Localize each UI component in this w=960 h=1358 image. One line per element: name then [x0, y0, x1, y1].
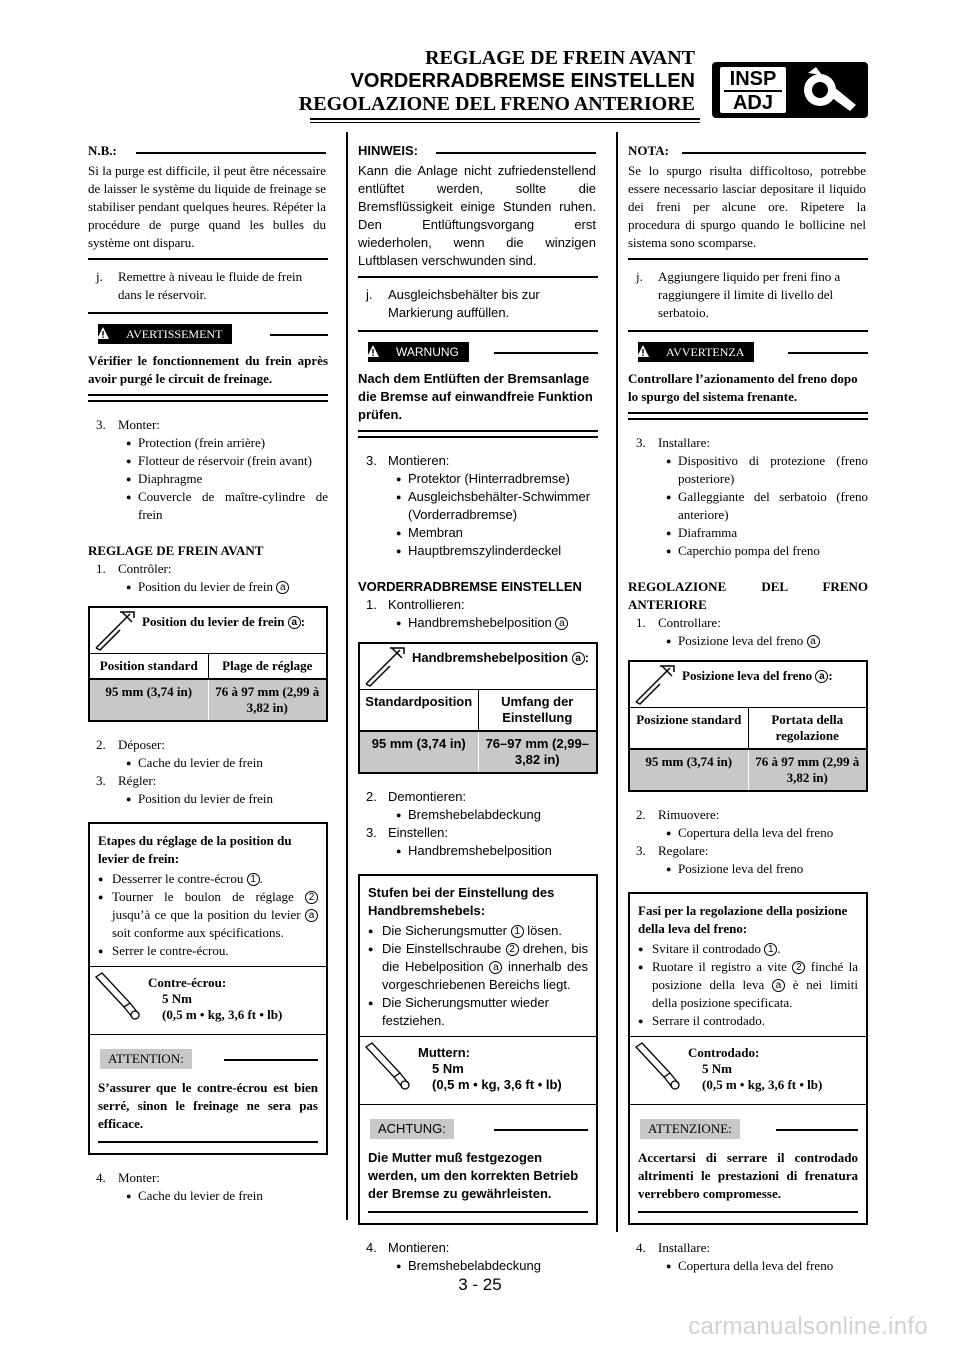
header-rule-thin [310, 122, 700, 123]
insp-adj-tag [720, 67, 786, 113]
warning-header [628, 342, 868, 364]
list-item: ● Flotteur de réservoir (frein avant) [96, 452, 328, 470]
torque-spec: Contre-écrou: 5 Nm (0,5 m • kg, 3,6 ft • lb) [90, 966, 326, 1035]
note-label: NOTA: [628, 143, 669, 158]
note-box [88, 132, 328, 260]
list-item: ● Protection (frein arrière) [96, 434, 328, 452]
step3: 3. Installare: ● Dispositivo di protezione (freno posteriore) ● Galleggiante del serbatoio (freno anteriore) ● Diaframma ● Caperchio pompa del freno [628, 434, 868, 560]
warning-label: WARNUNG [368, 342, 469, 362]
column-it [628, 132, 868, 1275]
list-item: ● Caperchio pompa del freno [636, 542, 868, 560]
section-title: REGLAGE DE FREIN AVANT [88, 543, 264, 558]
attention-label: ACHTUNG: [370, 1119, 454, 1139]
step1: 1. Controllare: ● Posizione leva del freno a [628, 614, 868, 650]
step2: 2. Déposer: ● Cache du levier de frein 3. Régler: ● Position du levier de frein [88, 736, 328, 808]
torque-wrench-icon [630, 1037, 684, 1099]
attention-label: ATTENZIONE: [640, 1119, 740, 1139]
column-divider-1 [346, 132, 348, 1220]
step1: 1. Kontrollieren: ● Handbremshebelposition a [358, 596, 598, 632]
inspect-icon [90, 608, 138, 652]
note-text: Kann die Anlage nicht zufriedenstellend entlüftet werden, sollte die Bremsflüssigkeit einige Stunden ruhen. Den Entlüftungsvorgang erst wiederholen, wenn die winzigen Luftblasen verschwunden sind. [358, 163, 596, 268]
badge-bottom-label: ADJ [732, 92, 773, 114]
step4: 4. Installare: ● Copertura della leva del freno [628, 1239, 868, 1275]
step-j: j. Ausgleichsbehälter bis zur Markierung auffüllen. [358, 278, 598, 332]
warning-header [358, 342, 598, 364]
warning-icon [366, 344, 380, 358]
spec-table: Handbremshebelposition a : Standardposition Umfang der Einstellung 95 mm (3,74 in) 76–97 mm (2,99–3,82 in) [358, 642, 598, 774]
section-badge [712, 62, 868, 118]
step1: 1. Contrôler: ● Position du levier de frein a [88, 560, 328, 596]
note-label: HINWEIS: [358, 143, 418, 158]
spec-table: Position du levier de frein a : Position standard Plage de réglage 95 mm (3,74 in) 76 à 97 mm (2,99 à 3,82 in) [88, 606, 328, 722]
step-j: j. Remettre à niveau le fluide de frein dans le réservoir. [88, 260, 328, 314]
warning-header [88, 324, 328, 346]
procedure-box: Etapes du réglage de la position du levier de frein: ● Desserrer le contre-écrou 1 . ● Tourner le boulon de réglage 2 jusqu’à ce que la position du levier a soit conforme aux spécifications. ● Serrer le contre-écrou. Contre-écrou: 5 Nm (0,5 m • kg, 3,6 ft • lb) ATTENTION: S’assurer que le contre-écrou est bien serré, sinon le freinage ne sera pas efficace. [88, 822, 328, 1155]
torque-wrench-icon [360, 1037, 414, 1099]
note-box [628, 132, 868, 260]
section-title: VORDERRADBREMSE EINSTELLEN [358, 579, 582, 594]
note-box [358, 132, 598, 278]
list-item: ● Membran [366, 524, 598, 542]
step4: 4. Monter: ● Cache du levier de frein [88, 1169, 328, 1205]
inspect-icon [360, 644, 408, 688]
torque-spec: Controdado: 5 Nm (0,5 m • kg, 3,6 ft • lb) [630, 1036, 866, 1105]
attention-box: ATTENZIONE: Accertarsi di serrare il controdado altrimenti le prestazioni di frenatura verrebbero compromesse. [630, 1105, 866, 1223]
badge-top-label: INSP [729, 68, 777, 90]
note-text: Si la purge est difficile, il peut être nécessaire de laisser le système du liquide de freinage se stabiliser pendant quelques heures. Répéter la procédure de purge quand les bulles du système ont disparu. [88, 163, 326, 250]
column-divider-2 [616, 132, 618, 1232]
warning-label: AVERTISSEMENT [98, 324, 232, 344]
list-item: ● Hauptbremszylinderdeckel [366, 542, 598, 560]
column-de [358, 132, 598, 1275]
spec-table: Posizione leva del freno a : Posizione standard Portata della regolazione 95 mm (3,74 in) 76 à 97 mm (2,99 à 3,82 in) [628, 660, 868, 792]
header-titles [299, 46, 695, 116]
header-title-fr: REGLAGE DE FREIN AVANT [425, 47, 695, 69]
step-j-text: Ausgleichsbehälter bis zur Markierung auffüllen. [388, 287, 540, 320]
attention-box: ACHTUNG: Die Mutter muß festgezogen werden, um den korrekten Betrieb der Bremse zu gewährleisten. [360, 1105, 596, 1223]
warning-text: Controllare l’azionamento del freno dopo lo spurgo del sistema frenante. [628, 364, 868, 414]
step-j-text: Remettre à niveau le fluide de frein dans le réservoir. [118, 269, 303, 302]
warning-icon [636, 344, 650, 358]
torque-spec: Muttern: 5 Nm (0,5 m • kg, 3,6 ft • lb) [360, 1036, 596, 1105]
header-rule [310, 118, 700, 120]
marker-a: a [276, 581, 289, 594]
list-item: ● Galleggiante del serbatoio (freno anteriore) [636, 488, 868, 524]
step-j-text: Aggiungere liquido per freni fino a raggiungere il limite di livello del serbatoio. [658, 269, 841, 320]
list-item: ● Couvercle de maître-cylindre de frein [96, 488, 328, 524]
warning-text: Nach dem Entlüften der Bremsanlage die Bremse auf einwandfreie Funktion prüfen. [358, 364, 598, 432]
list-item: ● Diaphragme [96, 470, 328, 488]
warning-label: AVVERTENZA [638, 342, 754, 362]
column-fr [88, 132, 328, 1205]
attention-box: ATTENTION: S’assurer que le contre-écrou est bien serré, sinon le freinage ne sera pas efficace. [90, 1035, 326, 1153]
watermark: carmanualsonline.info [688, 1313, 928, 1340]
note-label: N.B.: [88, 143, 117, 158]
section-title: REGOLAZIONE DEL FRENO ANTERIORE [628, 579, 868, 612]
inspect-icon [630, 662, 678, 706]
step2: 2. Demontieren: ● Bremshebelabdeckung 3. Einstellen: ● Handbremshebelposition [358, 788, 598, 860]
step3: 3. Monter: ● Protection (frein arrière) ● Flotteur de réservoir (frein avant) ● Diaphragme ● Couvercle de maître-cylindre de frein [88, 416, 328, 524]
warning-text: Vérifier le fonctionnement du frein après avoir purgé le circuit de freinage. [88, 346, 328, 396]
header-title-it: REGOLAZIONE DEL FRENO ANTERIORE [298, 93, 695, 115]
step3: 3. Montieren: ● Protektor (Hinterradbremse) ● Ausgleichsbehälter-Schwimmer (Vorderradbremse) ● Membran ● Hauptbremszylinderdeckel [358, 452, 598, 560]
torque-wrench-icon [90, 967, 144, 1029]
procedure-box: Fasi per la regolazione della posizione della leva del freno: ● Svitare il controdado 1 . ● Ruotare il registro a vite 2 finché la posizione della leva a è nei limiti della posizione specificata. ● Serrare il controdado. Controdado: 5 Nm (0,5 m • kg, 3,6 ft • lb) ATTENZIONE: Accertarsi di serrare il controdado altrimenti le prestazioni di frenatura verrebbero compromesse. [628, 892, 868, 1225]
wrench-icon [794, 65, 862, 115]
step-j: j. Aggiungere liquido per freni fino a raggiungere il limite di livello del serbatoio. [628, 260, 868, 332]
step4: 4. Montieren: ● Bremshebelabdeckung [358, 1239, 598, 1275]
warning-icon [96, 326, 110, 340]
list-item: ● Dispositivo di protezione (freno posteriore) [636, 452, 868, 488]
page-number: 3 - 25 [458, 1275, 502, 1294]
step2: 2. Rimuovere: ● Copertura della leva del freno 3. Regolare: ● Posizione leva del freno [628, 806, 868, 878]
list-item: ● Diaframma [636, 524, 868, 542]
attention-label: ATTENTION: [100, 1049, 192, 1069]
list-item: ● Protektor (Hinterradbremse) [366, 470, 598, 488]
note-text: Se lo spurgo risulta difficoltoso, potrebbe essere necessario lasciar depositare il liquido dei freni per alcune ore. Ripetere la procedura di spurgo quando le bollicine nel sistema sono scomparse. [628, 163, 866, 250]
procedure-box: Stufen bei der Einstellung des Handbremshebels: ● Die Sicherungsmutter 1 lösen. ● Die Einstellschraube 2 drehen, bis die Hebelposition a innerhalb des vorgeschriebenen Bereichs liegt. ● Die Sicherungsmutter wieder festziehen. Muttern: 5 Nm (0,5 m • kg, 3,6 ft • lb) ACHTUNG: Die Mutter muß festgezogen werden, um den korrekten Betrieb der Bremse zu gewährleisten. [358, 874, 598, 1225]
header-title-de: VORDERRADBREMSE EINSTELLEN [350, 70, 695, 92]
list-item: ● Ausgleichsbehälter-Schwimmer (Vorderradbremse) [366, 488, 598, 524]
